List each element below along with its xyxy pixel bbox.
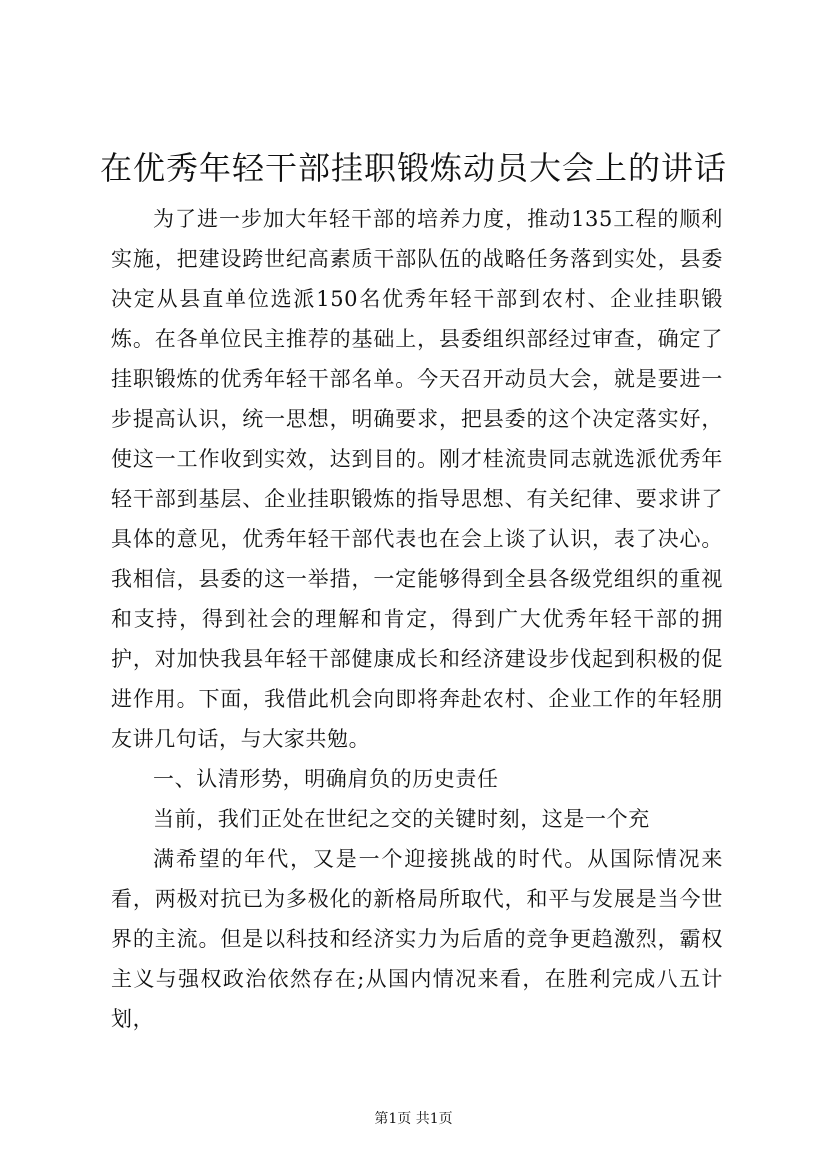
page-footer: 第1页 共1页 <box>374 1111 453 1127</box>
document-body <box>111 199 723 1039</box>
section-heading-1: 一、认清形势，明确肩负的历史责任 <box>153 767 499 791</box>
document-title: 在优秀年轻干部挂职锻炼动员大会上的讲话 <box>99 149 727 187</box>
paragraph-situation-first-line: 当前，我们正处在世纪之交的关键时刻，这是一个充 <box>153 807 650 831</box>
paragraph-situation-continued: 满希望的年代，又是一个迎接挑战的时代。从国际情况来看，两极对抗已为多极化的新格局所取代，和平与发展是当今世界的主流。但是以科技和经济实力为后盾的竞争更趋激烈，霸权主义与强权政治依然存在;从国内情况来看，在胜利完成八五计划， <box>111 847 723 1031</box>
paragraph-intro: 为了进一步加大年轻干部的培养力度，推动135工程的顺利实施，把建设跨世纪高素质干部队伍的战略任务落到实处，县委决定从县直单位选派150名优秀年轻干部到农村、企业挂职锻炼。在各单位民主推荐的基础上，县委组织部经过审查，确定了挂职锻炼的优秀年轻干部名单。今天召开动员大会，就是要进一步提高认识，统一思想，明确要求，把县委的这个决定落实好，使这一工作收到实效，达到目的。刚才桂流贵同志就选派优秀年轻干部到基层、企业挂职锻炼的指导思想、有关纪律、要求讲了具体的意见，优秀年轻干部代表也在会上谈了认识，表了决心。我相信，县委的这一举措，一定能够得到全县各级党组织的重视和支持，得到社会的理解和肯定，得到广大优秀年轻干部的拥护，对加快我县年轻干部健康成长和经济建设步伐起到积极的促进作用。下面，我借此机会向即将奔赴农村、企业工作的年轻朋友讲几句话，与大家共勉。 <box>111 207 723 751</box>
